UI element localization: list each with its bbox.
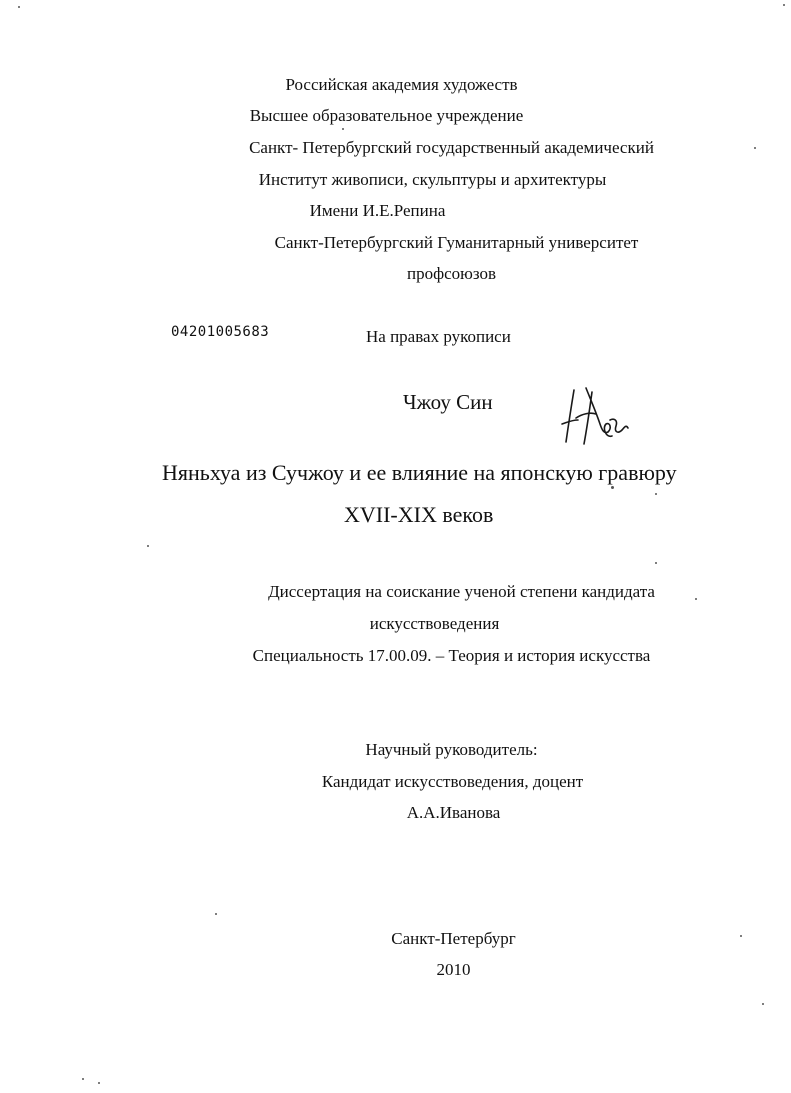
scan-speck bbox=[783, 4, 785, 6]
author-name: Чжоу Син bbox=[403, 390, 493, 414]
advisor-name: А.А.Иванова bbox=[406, 803, 501, 822]
institution-line-unions: профсоюзов bbox=[406, 264, 496, 283]
scan-speck bbox=[342, 128, 344, 130]
institution-line-higher-education: Высшее образовательное учреждение bbox=[249, 106, 524, 125]
scan-speck bbox=[695, 598, 697, 600]
institution-line-spb-state: Санкт- Петербургский государственный академический bbox=[249, 138, 654, 157]
rights-note: На правах рукописи bbox=[366, 327, 511, 346]
signature-image bbox=[556, 384, 630, 448]
scan-speck bbox=[754, 147, 756, 149]
institution-line-academy: Российская академия художеств bbox=[285, 75, 518, 94]
dissertation-degree-line: Диссертация на соискание ученой степени кандидата bbox=[268, 582, 655, 601]
scan-speck bbox=[147, 545, 149, 547]
institution-line-humanitarian-university: Санкт-Петербургский Гуманитарный университет bbox=[274, 233, 639, 252]
scan-speck bbox=[98, 1082, 100, 1084]
scan-speck bbox=[611, 486, 614, 489]
institution-line-institute: Институт живописи, скульптуры и архитектуры bbox=[258, 170, 607, 189]
year: 2010 bbox=[436, 960, 471, 979]
advisor-degree: Кандидат искусствоведения, доцент bbox=[321, 772, 584, 791]
dissertation-specialty-line: Специальность 17.00.09. – Теория и история искусства bbox=[252, 646, 651, 665]
dissertation-title-line1: Няньхуа из Сучжоу и ее влияние на японскую гравюру bbox=[162, 460, 677, 485]
scan-speck bbox=[18, 6, 20, 8]
record-code: 04201005683 bbox=[171, 324, 270, 340]
scan-speck bbox=[655, 493, 657, 495]
dissertation-field-line: искусствоведения bbox=[369, 614, 500, 633]
city: Санкт-Петербург bbox=[391, 929, 516, 948]
scan-speck bbox=[655, 562, 657, 564]
dissertation-title-line2: XVII-XIX веков bbox=[344, 502, 494, 527]
scan-speck bbox=[740, 935, 742, 937]
scan-speck bbox=[762, 1003, 764, 1005]
scan-speck bbox=[215, 913, 217, 915]
advisor-label: Научный руководитель: bbox=[365, 740, 538, 759]
scan-speck bbox=[82, 1078, 84, 1080]
institution-line-repin: Имени И.Е.Репина bbox=[309, 201, 446, 220]
